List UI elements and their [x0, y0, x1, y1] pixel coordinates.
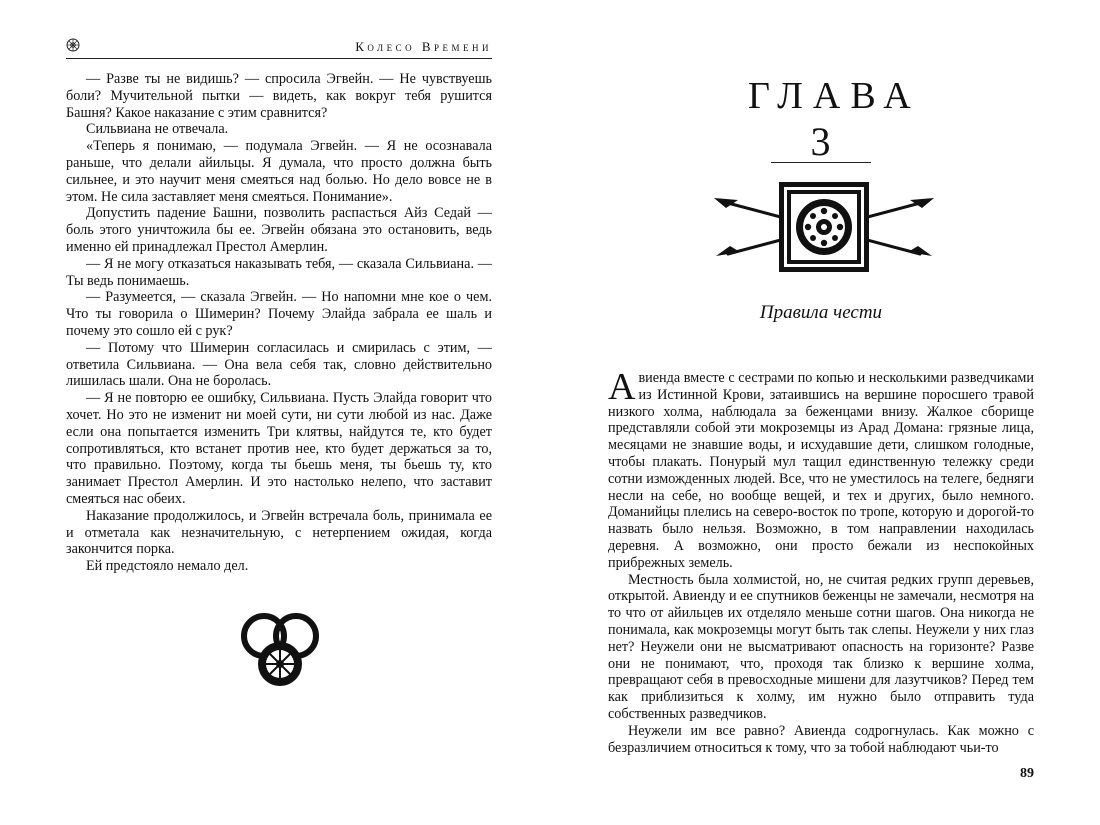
paragraph: — Я не повторю ее ошибку, Сильвиана. Пусть Элайда говорит что хочет. Но это не изменит ни моей сути, ни сути любой из нас. Даже если она попытается изменить Три клятвы, найдутся те, кто будет сопротивляться, кто встанет против нее, кто будет держаться за то, что правильно. Поэтому, когда ты бьешь меня, ты бьешь ту, кто занимает Престол Амерлин. И это настолько нелепо, что заставит смеяться нас обеих.: [66, 390, 492, 507]
paragraph: «Теперь я понимаю, — подумала Эгвейн. — Я не осознавала раньше, что делали айильцы. Я думала, что просто должна быть сильнее, и это научит меня смеяться над болью. Но дело вовсе не в этом. Не сила заставляет меня смеяться. Понимание».: [66, 138, 492, 205]
paragraph: — Потому что Шимерин согласилась и смирилась с этим, — ответила Сильвиана. — Она вела себя так, словно действительно лишилась шали. Она не боролась.: [66, 339, 492, 390]
first-paragraph: [608, 366, 1034, 572]
chapter-number: 3: [810, 119, 831, 164]
paragraph: — Разве ты не видишь? — спросила Эгвейн. — Не чувствуешь боли? Мучительной пытки — видеть, как вокруг тебя рушится Башня? Какое наказание с этим сравнится?: [66, 71, 492, 121]
chapter-divider: [771, 162, 871, 163]
paragraph: — Разумеется, — сказала Эгвейн. — Но напомни мне кое о чем. Что ты говорила о Шимерин? Почему Элайда забрала ее шаль и почему это сошло ей с рук?: [66, 289, 492, 339]
drop-cap: А: [608, 366, 636, 408]
chapter-title: Правила чести: [759, 302, 883, 323]
paragraph: Неужели им все равно? Авиенда содрогнулась. Как можно с безразличием относиться к тому, что за тобой наблюдают чьи-то: [608, 722, 1034, 756]
spears-and-shield-emblem-icon: [712, 182, 936, 272]
paragraph: — Я не могу отказаться наказывать тебя, — сказала Сильвиана. — Ты ведь понимаешь.: [66, 255, 492, 289]
paragraph: Допустить падение Башни, позволить распасться Айз Седай — боль этого уничтожила бы ее. Эгвейн обязана это остановить, ведь именно ей принадлежал Престол Амерлин.: [66, 205, 492, 255]
left-page: [66, 30, 492, 575]
wheel-ornament-icon: [66, 38, 80, 52]
paragraph: Местность была холмистой, но, не считая редких групп деревьев, открытой. Авиенду и ее спутников беженцы не замечали, несмотря на то что от айильцев их отделяло меньше сотни шагов. Она никогда не понимала, как мокроземцы могут быть так слепы. Неужели у них глаз нет? Неужели они не высматривают опасность на горизонте? Разве они не понимают, что, проходя так близко к вершине холма, превращают себя в превосходные мишени для лазутчиков? Перед тем как приблизиться к холму, им нужно было отправить туда собственных разведчиков.: [608, 571, 1034, 722]
paragraph: Ей предстояло немало дел.: [86, 558, 249, 575]
left-body-text: [66, 71, 492, 575]
paragraph: Наказание продолжилось, и Эгвейн встречала боль, принимала ее и отметала как незначительную, с нетерпением ожидая, когда закончится порка.: [66, 507, 492, 558]
paragraph: Сильвиана не отвечала.: [86, 121, 229, 138]
running-header-title: Колесо Времени: [355, 39, 492, 54]
chapter-label: ГЛАВА: [748, 75, 921, 117]
first-paragraph-text: виенда вместе с сестрами по копью и несколькими разведчиками из Истинной Крови, затаившись на вершине поросшего травой низкого холма, наблюдала за беженцами внизу. Жалкое сборище представляли собой эти мокроземцы из Арад Домана: грязные лица, месяцами не знавшие воды, и исхудавшие дети, слишком голодные, чтобы плакать. Понурый мул тащил единственную тележку среди сотни изможденных людей. Все, что не уместилось на телеге, бедняги несли на себе, но вообще вещей, и тех и других, было немного. Доманийцы плелись на северо-восток по тропе, которую и дорогой-то назвать было нельзя. Возможно, в том направлении находилась деревня. А возможно, они просто бежали из неспокойных прибрежных земель.: [608, 370, 1034, 571]
right-body-text: [608, 366, 1034, 756]
page-number: 89: [1020, 766, 1034, 781]
running-header: [66, 30, 492, 59]
three-rings-emblem-icon: [238, 608, 322, 692]
